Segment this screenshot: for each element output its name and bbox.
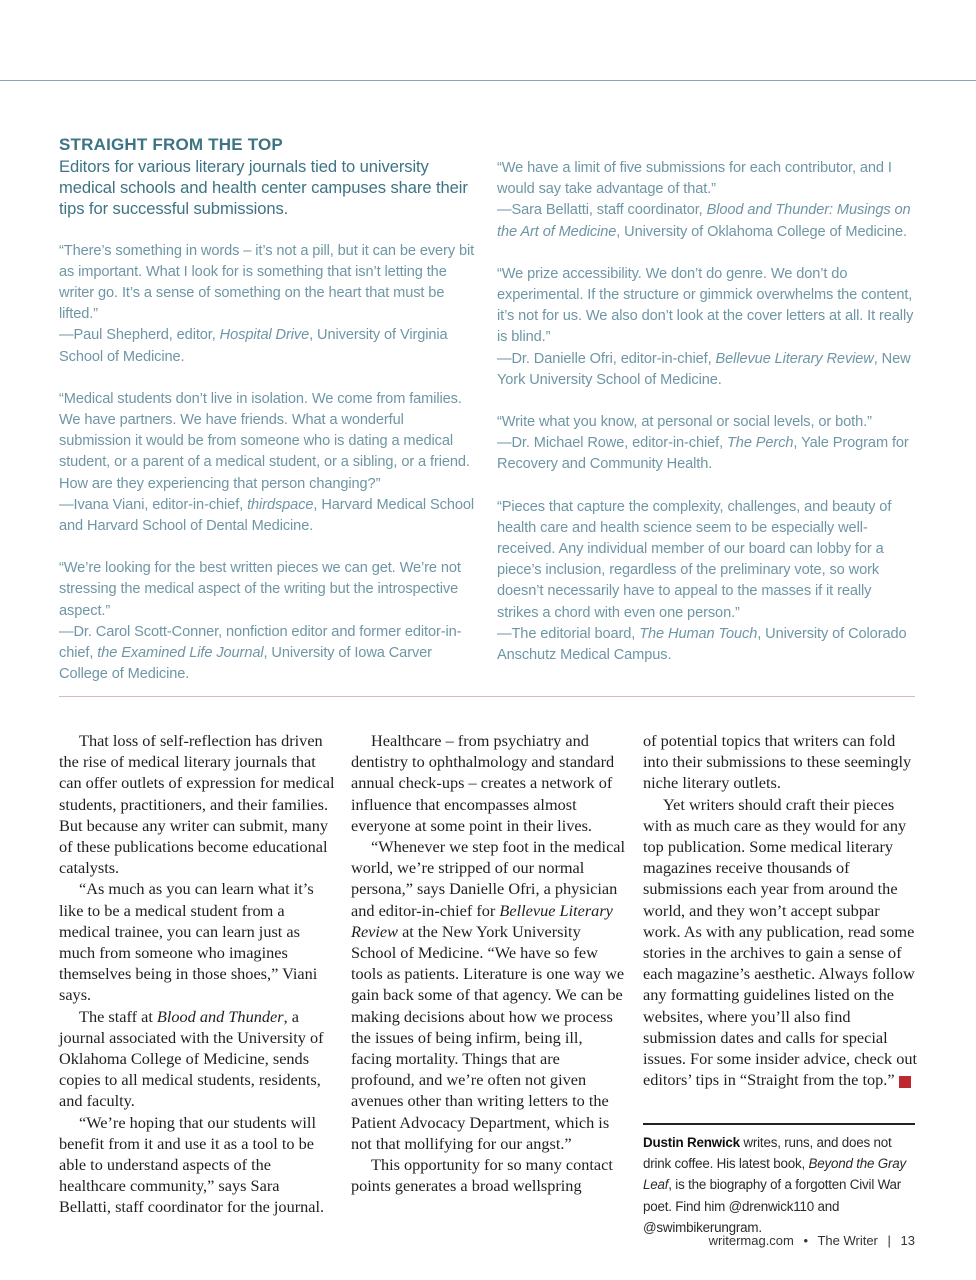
sidebar-heading: STRAIGHT FROM THE TOP xyxy=(59,135,283,154)
publication-title: Bellevue Literary Review xyxy=(351,900,613,941)
quote-attribution: —The editorial board, The Human Touch, University of Colorado Anschutz Medical Campus. xyxy=(497,625,907,664)
body-column-3 xyxy=(643,730,929,1090)
quote-ofri xyxy=(497,264,915,391)
quote-text: “Pieces that capture the complexity, challenges, and beauty of health care and health science seem to be especially well-received. Any individual member of our board can lobby for a piece’s inclusion, regardless of the preliminary vote, so work doesn’t necessarily have to appeal to the masses if it really strikes a chord with even one person.” xyxy=(497,498,892,621)
paragraph: of potential topics that writers can fold into their submissions to these seemingly niche literary outlets. xyxy=(643,731,912,793)
quote-attribution: —Dr. Carol Scott-Conner, nonfiction editor and former editor-in-chief, the Examined Life Journal, University of Iowa Carver College of Medicine. xyxy=(59,623,462,683)
publication-title: the Examined Life Journal xyxy=(97,645,264,662)
quote-bellatti xyxy=(497,158,915,243)
section-divider xyxy=(59,696,915,697)
quote-rowe xyxy=(497,412,915,476)
quote-attribution: —Dr. Danielle Ofri, editor-in-chief, Bellevue Literary Review, New York University School of Medicine. xyxy=(497,350,911,388)
quote-attribution: —Dr. Michael Rowe, editor-in-chief, The Perch, Yale Program for Recovery and Community Health. xyxy=(497,435,909,473)
page-footer xyxy=(709,1233,915,1248)
sidebar-dek: Editors for various literary journals tied to university medical schools and health center campuses share their tips for successful submissions. xyxy=(59,157,468,219)
publication-title: Hospital Drive xyxy=(219,327,310,344)
paragraph: This opportunity for so many contact points generates a broad wellspring xyxy=(351,1155,613,1196)
end-mark-icon: W xyxy=(899,1076,911,1088)
quote-viani xyxy=(59,389,479,537)
paragraph: “Whenever we step foot in the medical world, we’re stripped of our normal persona,” says Danielle Ofri, a physician and editor-in-chief for Bellevue Literary Review at the New York University School of Medicine. “We have so few tools as patients. Literature is one way we gain back some of that agency. We can be making decisions about how we process the issues of being infirm, being ill, facing mortality. Things that are profound, and we’re often not given avenues other than writing letters to the Patient Advocacy Department, which is not that mollifying for our angst.” xyxy=(351,837,626,1153)
footer-magazine: The Writer xyxy=(817,1233,878,1248)
paragraph: Healthcare – from psychiatry and dentistry to ophthalmology and standard annual check-ups – creates a network of influence that encompasses almost everyone at some point in their lives. xyxy=(351,731,615,835)
quote-scott-conner xyxy=(59,558,479,685)
quote-attribution: —Paul Shepherd, editor, Hospital Drive, University of Virginia School of Medicine. xyxy=(59,327,448,365)
author-name: Dustin Renwick xyxy=(643,1135,740,1150)
footer-divider: | xyxy=(887,1233,891,1248)
paragraph: That loss of self-reflection has driven the rise of medical literary journals that can offer outlets of expression for medical students, practitioners, and their families. But because any writer can submit, many of these publications become educational catalysts. xyxy=(59,731,335,878)
publication-title: thirdspace xyxy=(247,496,314,513)
paragraph: Yet writers should craft their pieces with as much care as they would for any top publication. Some medical literary magazines receive thousands of submissions each year from around the world, and they won’t accept subpar work. As with any publication, read some stories in the archives to gain a sense of each magazine’s aesthetic. Always follow any formatting guidelines listed on the websites, where you’ll also find submission dates and calls for special issues. For some insider advice, check out editors’ tips in “Straight from the top.” W xyxy=(643,794,929,1090)
book-title: Beyond the Gray Leaf xyxy=(643,1156,906,1193)
quote-attribution: —Ivana Viani, editor-in-chief, thirdspace, Harvard Medical School and Harvard School of Dental Medicine. xyxy=(59,496,475,535)
paragraph: The staff at Blood and Thunder, a journal associated with the University of Oklahoma College of Medicine, sends copies to all medical students, residents, and faculty. xyxy=(59,1006,324,1111)
top-rule xyxy=(0,80,976,81)
paragraph: “We’re hoping that our students will benefit from it and use it as a tool to be able to understand aspects of the healthcare community,” says Sara Bellatti, staff coordinator for the journal. xyxy=(59,1112,325,1217)
paragraph: “As much as you can learn what it’s like to be a medical student from a medical trainee, you can learn just as much from someone who imagines themselves being in those shoes,” Viani says. xyxy=(59,879,318,1005)
footer-site: writermag.com xyxy=(708,1233,794,1248)
publication-title: The Perch xyxy=(726,435,794,452)
quote-attribution: —Sara Bellatti, staff coordinator, Blood and Thunder: Musings on the Art of Medicine, University of Oklahoma College of Medicine. xyxy=(497,202,911,240)
quote-text: “There’s something in words – it’s not a pill, but it can be every bit as important. What I look for is something that isn’t letting the writer go. It’s a sense of something on the heart that must be lifted.” xyxy=(59,242,475,323)
quote-text: “Write what you know, at personal or social levels, or both.” xyxy=(497,414,872,431)
publication-title: Blood and Thunder xyxy=(156,1006,284,1026)
quote-text: “We prize accessibility. We don’t do genre. We don’t do experimental. If the structure or gimmick overwhelms the content, it’s not for us. We also don’t look at the cover letters at all. It really is blind.” xyxy=(497,265,914,346)
footer-bullet: • xyxy=(803,1233,809,1248)
body-column-2 xyxy=(351,730,626,1196)
bio-rule xyxy=(643,1123,915,1125)
sidebar-right-column xyxy=(497,158,915,687)
publication-title: The Human Touch xyxy=(639,625,758,642)
quote-shepherd xyxy=(59,241,479,368)
publication-title: Blood and Thunder: Musings on the Art of Medicine xyxy=(497,202,911,240)
author-bio: Dustin Renwick writes, runs, and does not drink coffee. His latest book, Beyond the Gray Leaf, is the biography of a forgotten Civil War poet. Find him @drenwick110 and @swimbikerungram. xyxy=(643,1135,906,1235)
body-column-1 xyxy=(59,730,335,1218)
quote-text: “We’re looking for the best written pieces we can get. We’re not stressing the medical aspect of the writing but the introspective aspect.” xyxy=(59,560,461,619)
quote-editorial-board xyxy=(497,497,915,667)
publication-title: Bellevue Literary Review xyxy=(715,350,874,367)
quote-text: “We have a limit of five submissions for each contributor, and I would say take advantage of that.” xyxy=(497,160,892,198)
page-number: 13 xyxy=(900,1233,915,1248)
quote-text: “Medical students don’t live in isolation. We come from families. We have partners. We have friends. What a wonderful submission it would be from someone who is dating a medical student, or a parent of a medical student, or a sibling, or a friend. How are they experiencing that person changing?” xyxy=(59,390,470,492)
sidebar-left-column xyxy=(59,134,479,706)
